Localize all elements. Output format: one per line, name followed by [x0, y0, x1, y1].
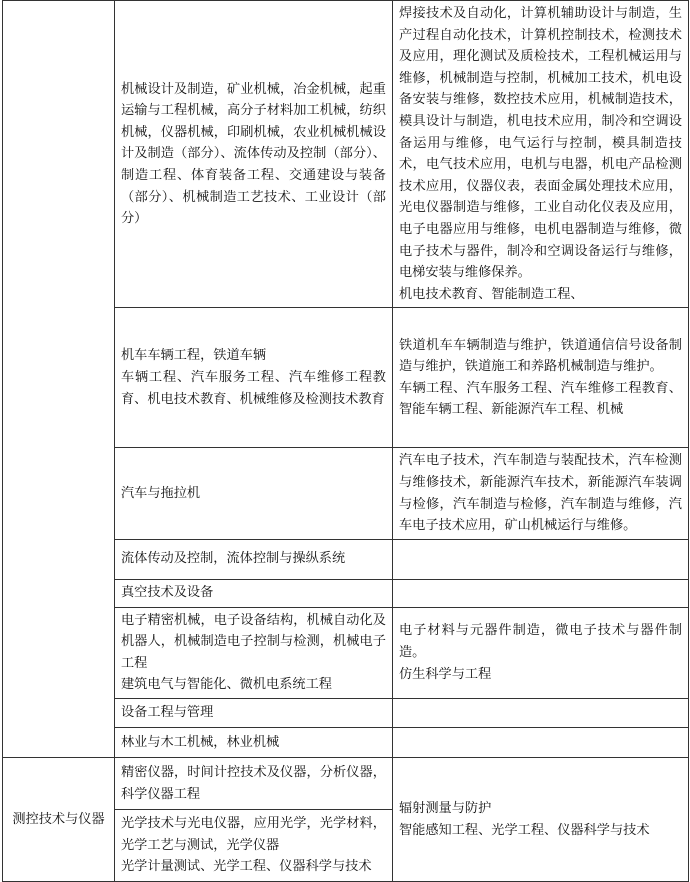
related-cell	[393, 758, 689, 882]
majors-line: 机械设计及制造，矿业机械，冶金机械，起重运输与工程机械，高分子材料加工机械，纺织机械，仪器机械，印刷机械，农业机械机械设计及制造（部分）、流体传动及控制（部分）、制造工程、体育装备工程、交通建设与装备（部分）、机械制造工艺技术、工业设计（部分）	[121, 81, 386, 227]
related-cell	[393, 607, 689, 698]
majors-cell	[115, 539, 393, 579]
related-line: 铁道机车车辆制造与维护，铁道通信信号设备制造与维护，铁道施工和养路机械制造与维护。	[399, 337, 682, 375]
related-line: 焊接技术及自动化，计算机辅助设计与制造，生产过程自动化技术，计算机控制技术，检测技术及应用，理化测试及质检技术，工程机械运用与维修，机械制造与控制，机械加工技术，机电设备安装与维修，数控技术应用，机械制造技术，模具设计与制造，机电技术应用，制冷和空调设备运用与维修，电气运行与控制，模具制造技术，电气技术应用，电机与电器，机电产品检测技术应用，仪器仪表，表面金属处理技术应用，光电仪器制造与维修，工业自动化仪表及应用，电子电器应用与维修，电机电器制造与维修，微电子技术与器件，制冷和空调设备运行与维修，电梯安装与维修保养。	[399, 6, 682, 281]
majors-line: 光学技术与光电仪器，应用光学，光学材料，光学工艺与测试，光学仪器	[121, 816, 386, 853]
category-cell: 测控技术与仪器	[3, 758, 115, 882]
table-row	[3, 1, 689, 308]
related-cell	[393, 579, 689, 607]
majors-line: 设备工程与管理	[121, 705, 214, 721]
majors-cell	[115, 758, 393, 810]
related-line: 车辆工程、汽车服务工程、汽车维修工程教育、智能车辆工程、新能源汽车工程、机械	[399, 380, 682, 418]
majors-line: 林业与木工机械，林业机械	[121, 734, 280, 750]
majors-cell	[115, 1, 393, 308]
majors-line: 精密仪器，时间计控技术及仪器，分析仪器，科学仪器工程	[121, 764, 386, 802]
majors-cell	[115, 448, 393, 539]
majors-line: 电子精密机械，电子设备结构，机械自动化及机器人，机械制造电子控制与检测，机械电子工程	[121, 612, 386, 671]
majors-line: 真空技术及设备	[121, 585, 214, 601]
related-line: 辐射测量与防护	[399, 800, 492, 816]
majors-cell	[115, 308, 393, 448]
related-cell	[393, 539, 689, 579]
related-cell	[393, 308, 689, 448]
related-line: 汽车电子技术，汽车制造与装配技术，汽车检测与维修技术，新能源汽车技术，新能源汽车装调与检修，汽车制造与检修，汽车制造与维修，汽车电子技术应用，矿山机械运行与维修。	[399, 453, 682, 534]
majors-cell	[115, 699, 393, 728]
majors-line: 建筑电气与智能化、微机电系统工程	[121, 677, 332, 693]
related-line: 机电技术教育、智能制造工程、	[399, 286, 584, 302]
major-catalog-table	[2, 0, 689, 882]
majors-cell	[115, 728, 393, 758]
category-cell	[3, 1, 115, 758]
related-cell	[393, 728, 689, 758]
related-line: 智能感知工程、光学工程、仪器科学与技术	[399, 822, 650, 838]
related-line: 电子材料与元器件制造，微电子技术与器件制造。	[399, 623, 682, 661]
related-cell	[393, 699, 689, 728]
majors-line: 流体传动及控制，流体控制与操纵系统	[121, 551, 346, 567]
majors-cell	[115, 607, 393, 698]
related-cell	[393, 448, 689, 539]
majors-cell	[115, 579, 393, 607]
related-cell	[393, 1, 689, 308]
related-line: 仿生科学与工程	[399, 666, 492, 682]
table-row	[3, 758, 689, 810]
majors-line: 汽车与拖拉机	[121, 485, 201, 501]
majors-line: 机车车辆工程，铁道车辆	[121, 348, 267, 364]
majors-line: 光学计量测试、光学工程、仪器科学与技术	[121, 859, 372, 875]
majors-line: 车辆工程、汽车服务工程、汽车维修工程教育、机电技术教育、机械维修及检测技术教育	[121, 370, 386, 407]
